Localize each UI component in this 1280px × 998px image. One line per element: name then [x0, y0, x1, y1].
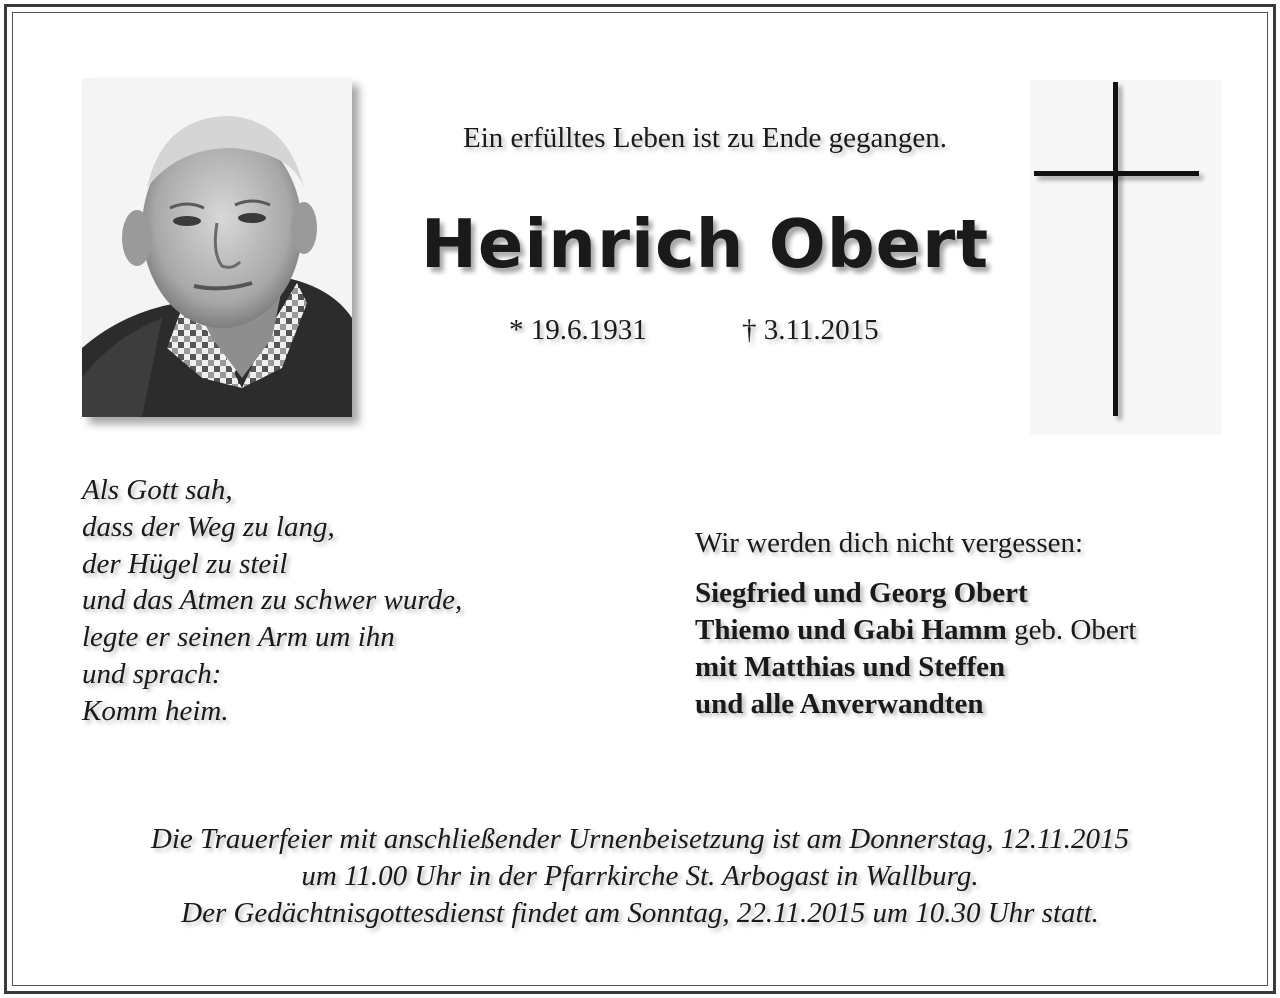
service-notice — [40, 821, 1240, 932]
intro-line: Ein erfülltes Leben ist zu Ende gegangen. — [463, 122, 947, 154]
poem-line: legte er seinen Arm um ihn — [82, 621, 395, 654]
mourners-lead: Wir werden dich nicht vergessen: — [695, 527, 1084, 559]
service-line: Die Trauerfeier mit anschließender Urnenbeisetzung ist am Donnerstag, 12.11.2015 — [150, 823, 1130, 855]
portrait-photo — [82, 78, 352, 417]
poem-line: dass der Weg zu lang, — [82, 510, 335, 543]
birth-date: * 19.6.1931 — [509, 314, 647, 346]
cross-icon — [1030, 80, 1222, 435]
poem-line: Komm heim. — [82, 694, 229, 727]
cross-horizontal-bar — [1034, 171, 1199, 176]
cross-vertical-bar — [1113, 82, 1118, 416]
poem — [82, 472, 462, 730]
mourner-names: mit Matthias und Steffen — [695, 651, 1006, 683]
service-line: um 11.00 Uhr in der Pfarrkirche St. Arbogast in Wallburg. — [301, 860, 979, 892]
poem-line: der Hügel zu steil — [82, 547, 288, 580]
death-date: † 3.11.2015 — [742, 314, 879, 346]
service-line: Der Gedächtnisgottesdienst findet am Sonntag, 22.11.2015 um 10.30 Uhr statt. — [181, 897, 1099, 929]
poem-line: Als Gott sah, — [82, 474, 233, 506]
poem-line: und sprach: — [82, 657, 222, 690]
mourner-names: Thiemo und Gabi Hamm — [695, 614, 1007, 646]
mourner-maiden-name: geb. Obert — [1006, 614, 1137, 646]
poem-line: und das Atmen zu schwer wurde, — [82, 584, 463, 617]
mourner-names: Siegfried und Georg Obert — [695, 577, 1028, 609]
mourner-names: und alle Anverwandten — [695, 688, 984, 720]
mourners-block — [695, 527, 1136, 723]
deceased-name: Heinrich Obert — [420, 205, 990, 283]
